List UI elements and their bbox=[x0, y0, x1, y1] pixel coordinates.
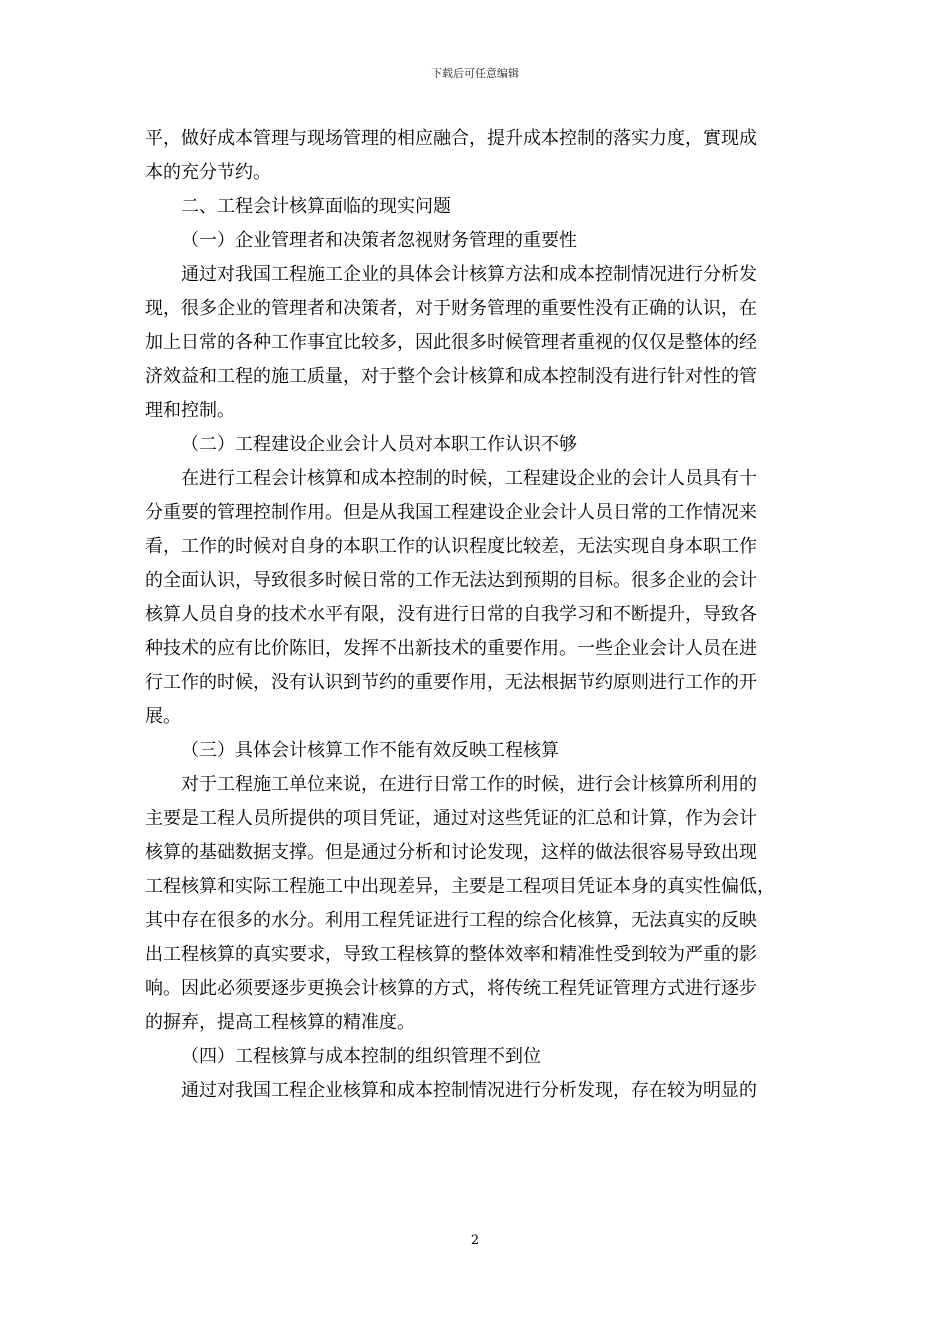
document-body bbox=[145, 122, 815, 1108]
paragraph: 通过对我国工程企业核算和成本控制情况进行分析发现，存在较为明显的 bbox=[181, 1080, 757, 1101]
subsection-heading: （三）具体会计核算工作不能有效反映工程核算 bbox=[181, 740, 559, 761]
subsection-heading: （二）工程建设企业会计人员对本职工作认识不够 bbox=[181, 434, 577, 455]
paragraph: 对于工程施工单位来说，在进行日常工作的时候，进行会计核算所利用的 主要是工程人员所提供的项目凭证，通过对这些凭证的汇总和计算，作为会计 核算的基础数据支撑。但是通过分析和讨论发现，这样的做法很容易导致出现 工程核算和实际工程施工中出现差异，主要是工程项目凭证本身的真实性偏低， 其中存在很多的水分。利用工程凭证进行工程的综合化核算，无法真实的反映 出工程核算的真实要求，导致工程核算的整体效率和精准性受到较为严重的影 响。因此必须要逐步更换会计核算的方式，将传统工程凭证管理方式进行逐步 的摒弃，提高工程核算的精准度。 bbox=[145, 774, 775, 1033]
section-heading: 二、工程会计核算面临的现实问题 bbox=[181, 196, 451, 217]
subsection-heading: （四）工程核算与成本控制的组织管理不到位 bbox=[181, 1046, 541, 1067]
page-number: 2 bbox=[470, 1233, 480, 1248]
paragraph: 在进行工程会计核算和成本控制的时候，工程建设企业的会计人员具有十 分重要的管理控制作用。但是从我国工程建设企业会计人员日常的工作情况来 看，工作的时候对自身的本职工作的认识程度比较差，无法实现自身本职工作 的全面认识，导致很多时候日常的工作无法达到预期的目标。很多企业的会计 核算人员自身的技术水平有限，没有进行日常的自我学习和不断提升，导致各 种技术的应有比价陈旧，发挥不出新技术的重要作用。一些企业会计人员在进 行工作的时候，没有认识到节约的重要作用，无法根据节约原则进行工作的开 展。 bbox=[145, 468, 757, 727]
subsection-heading: （一）企业管理者和决策者忽视财务管理的重要性 bbox=[181, 230, 577, 251]
paragraph: 通过对我国工程施工企业的具体会计核算方法和成本控制情况进行分析发 现，很多企业的管理者和决策者，对于财务管理的重要性没有正确的认识，在 加上日常的各种工作事宜比较多，因此很多时候管理者重视的仅仅是整体的经 济效益和工程的施工质量，对于整个会计核算和成本控制没有进行针对性的管 理和控制。 bbox=[145, 264, 757, 421]
page-header: 下载后可任意编辑 bbox=[431, 67, 519, 80]
paragraph: 平，做好成本管理与现场管理的相应融合，提升成本控制的落实力度，實现成 本的充分节约。 bbox=[145, 128, 757, 183]
